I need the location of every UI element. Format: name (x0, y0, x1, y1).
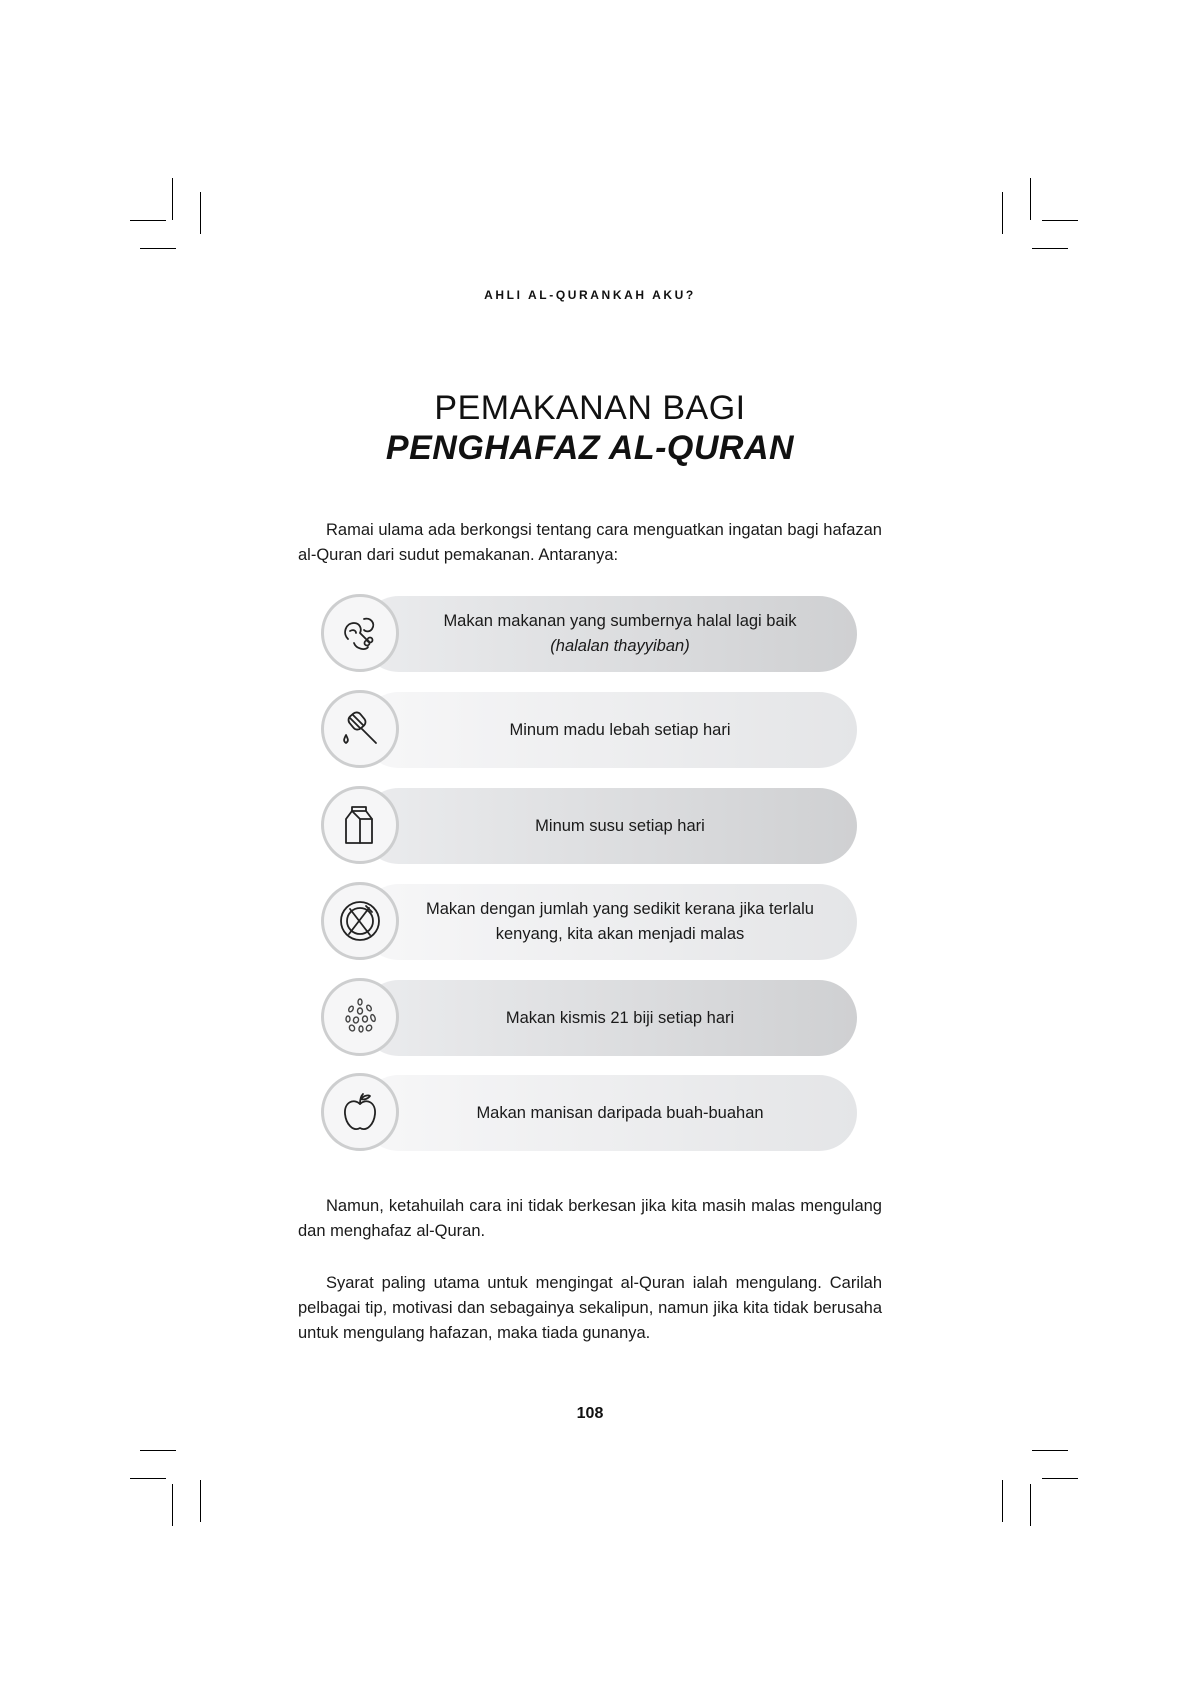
title-line-2: PENGHAFAZ AL-QURAN (385, 429, 795, 467)
item-pill (361, 1075, 857, 1151)
icon-circle (321, 882, 399, 960)
honey-dipper-icon (336, 705, 384, 753)
item-pill (361, 884, 857, 960)
crop-mark (172, 1484, 173, 1526)
item-pill (361, 980, 857, 1056)
crop-mark (172, 178, 173, 220)
crop-mark (1042, 1478, 1078, 1479)
crop-mark (1032, 1450, 1068, 1451)
list-item (321, 1073, 857, 1151)
title-line-1: PEMAKANAN BAGI (434, 389, 746, 427)
body-paragraph (298, 1194, 882, 1244)
body-paragraph (298, 1271, 882, 1346)
page-title (0, 388, 1180, 468)
item-text-block (443, 609, 796, 659)
list-item (321, 978, 857, 1056)
intro-text: Ramai ulama ada berkongsi tentang cara menguatkan ingatan bagi hafazan al-Quran dari sudut pemakanan. Antaranya: (298, 521, 882, 564)
raisins-icon (336, 993, 384, 1041)
milk-carton-icon (336, 801, 384, 849)
crop-mark (1002, 1480, 1003, 1522)
running-header: AHLI AL-QURANKAH AKU? (484, 288, 696, 302)
crop-mark (1032, 248, 1068, 249)
icon-circle (321, 978, 399, 1056)
item-subtext: (halalan thayyiban) (550, 637, 690, 655)
item-text: Makan dengan jumlah yang sedikit kerana jika terlalu kenyang, kita akan menjadi malas (426, 900, 814, 943)
crop-mark (200, 192, 201, 234)
item-text: Minum madu lebah setiap hari (509, 720, 731, 739)
crop-mark (1002, 192, 1003, 234)
crop-mark (130, 220, 166, 221)
icon-circle (321, 690, 399, 768)
icon-circle (321, 594, 399, 672)
list-item (321, 690, 857, 768)
list-item (321, 594, 857, 672)
plate-fork-knife-icon (336, 897, 384, 945)
crop-mark (140, 248, 176, 249)
crop-mark (1030, 178, 1031, 220)
list-item (321, 882, 857, 960)
item-pill (361, 788, 857, 864)
crop-mark (140, 1450, 176, 1451)
icon-circle (321, 786, 399, 864)
list-item (321, 786, 857, 864)
paragraph-text: Syarat paling utama untuk mengingat al-Quran ialah mengulang. Carilah pelbagai tip, motivasi dan sebagainya sekalipun, namun jika kita tidak berusaha untuk mengulang hafazan, maka tiada gunanya. (298, 1274, 882, 1342)
paragraph-text: Namun, ketahuilah cara ini tidak berkesan jika kita masih malas mengulang dan menghafaz al-Quran. (298, 1197, 882, 1240)
item-text: Makan makanan yang sumbernya halal lagi baik (443, 612, 797, 630)
crop-mark (1030, 1484, 1031, 1526)
item-text: Makan kismis 21 biji setiap hari (505, 1008, 735, 1027)
item-pill (361, 596, 857, 672)
crop-mark (200, 1480, 201, 1522)
page-number: 108 (576, 1405, 604, 1422)
item-pill (361, 692, 857, 768)
crop-mark (1042, 220, 1078, 221)
icon-circle (321, 1073, 399, 1151)
intro-paragraph (298, 518, 882, 568)
item-text: Minum susu setiap hari (535, 816, 705, 835)
apple-icon (336, 1088, 384, 1136)
crop-mark (130, 1478, 166, 1479)
item-text: Makan manisan daripada buah-buahan (476, 1103, 764, 1122)
chicken-leg-icon (336, 609, 384, 657)
